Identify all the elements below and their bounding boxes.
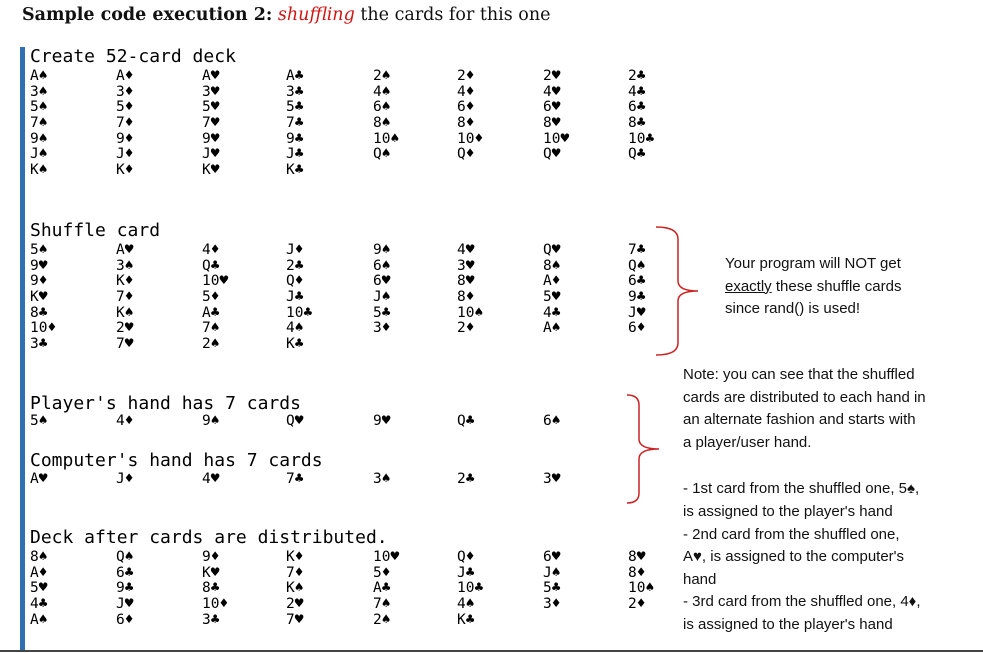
deck-column <box>373 550 399 628</box>
card-cell: 8♦ <box>457 115 475 132</box>
deck-column <box>116 243 133 353</box>
note-line: - 1st card from the shuffled one, 5♠, <box>683 480 920 498</box>
card-cell: 8♥ <box>457 273 475 290</box>
note-spacer <box>683 454 979 478</box>
card-cell: 7♦ <box>116 289 134 306</box>
note-line: a player/user hand. <box>683 433 812 451</box>
card-cell: 3♠ <box>30 83 48 100</box>
card-cell: K♣ <box>457 611 475 628</box>
deck-column <box>202 69 219 179</box>
card-cell: Q♠ <box>373 146 391 163</box>
card-cell: 6♠ <box>373 99 391 116</box>
deck-column <box>457 550 483 628</box>
hand-card: 9♥ <box>373 413 391 429</box>
card-cell: 10♦ <box>457 130 484 147</box>
deck-column <box>543 69 569 163</box>
card-cell: 3♣ <box>30 336 48 353</box>
card-cell: 6♠ <box>373 257 391 274</box>
card-cell: 10♣ <box>286 304 313 321</box>
hand-card: J♦ <box>116 471 134 487</box>
card-cell: 3♦ <box>543 596 561 613</box>
card-cell: 5♠ <box>30 242 48 258</box>
card-cell: 8♠ <box>543 257 561 274</box>
card-cell: 6♦ <box>457 99 475 116</box>
card-cell: 2♥ <box>543 68 561 84</box>
card-cell: 10♦ <box>30 320 57 337</box>
hands-brace-icon <box>625 393 661 505</box>
card-cell: 6♦ <box>116 611 134 628</box>
distribution-note <box>683 364 979 637</box>
card-cell: K♠ <box>116 304 134 321</box>
deck-column <box>373 69 399 163</box>
card-cell: 6♥ <box>543 99 561 116</box>
deck-column <box>457 69 483 163</box>
hand-card: 6♠ <box>543 413 561 429</box>
card-cell: 7♥ <box>202 115 220 132</box>
card-cell: A♦ <box>30 564 48 581</box>
deck-column <box>30 550 47 628</box>
note-line: Note: you can see that the shuffled <box>683 366 915 383</box>
card-cell: Q♣ <box>628 146 646 163</box>
deck-column <box>286 550 303 628</box>
card-cell: 10♠ <box>628 580 655 597</box>
shuffle-note-line: since rand() is used! <box>725 300 861 318</box>
card-cell: K♦ <box>286 549 304 565</box>
card-cell: 9♠ <box>373 242 391 258</box>
card-cell: A♣ <box>202 304 220 321</box>
card-cell: 10♣ <box>457 580 484 597</box>
card-cell: Q♦ <box>457 146 475 163</box>
page-heading <box>22 3 722 29</box>
deck-column <box>286 69 303 179</box>
card-cell: 5♦ <box>116 99 134 116</box>
card-cell: 3♦ <box>373 320 391 337</box>
card-cell: J♥ <box>116 596 134 613</box>
card-cell: 8♥ <box>543 115 561 132</box>
deck-column <box>116 69 133 179</box>
card-cell: 6♣ <box>628 273 646 290</box>
card-cell: 9♥ <box>30 257 48 274</box>
card-cell: 5♣ <box>373 304 391 321</box>
card-cell: 7♦ <box>286 564 304 581</box>
card-cell: 3♥ <box>457 257 475 274</box>
card-cell: 7♦ <box>116 115 134 132</box>
card-cell: 5♠ <box>30 99 48 116</box>
deck-column <box>373 243 390 337</box>
hand-card: Q♥ <box>286 413 304 429</box>
card-cell: 10♠ <box>457 304 484 321</box>
card-cell: 3♣ <box>286 83 304 100</box>
deck-column <box>202 550 228 628</box>
card-cell: 5♥ <box>202 99 220 116</box>
card-cell: Q♠ <box>628 257 646 274</box>
card-cell: 2♥ <box>286 596 304 613</box>
card-cell: Q♠ <box>116 549 134 565</box>
card-cell: K♠ <box>30 162 48 179</box>
card-cell: 2♣ <box>286 257 304 274</box>
card-cell: J♣ <box>286 146 304 163</box>
heading-label: Sample code execution 2: <box>22 5 273 25</box>
deck-column <box>116 550 133 628</box>
card-cell: 4♦ <box>457 83 475 100</box>
hand-card: 7♣ <box>286 471 304 487</box>
card-cell: 5♦ <box>373 564 391 581</box>
computer-hand-title: Computer's hand has 7 cards <box>30 450 323 471</box>
card-cell: 2♥ <box>116 320 134 337</box>
hand-card: 3♥ <box>543 471 561 487</box>
card-cell: 3♣ <box>202 611 220 628</box>
hand-card: 2♣ <box>457 471 475 487</box>
card-cell: 8♦ <box>628 564 646 581</box>
card-cell: 10♥ <box>543 130 570 147</box>
heading-emphasis: shuffling <box>277 5 355 25</box>
card-cell: 9♣ <box>116 580 134 597</box>
card-cell: Q♣ <box>202 257 220 274</box>
card-cell: 7♠ <box>30 115 48 132</box>
deck-column <box>202 243 228 353</box>
card-cell: 2♦ <box>628 596 646 613</box>
card-cell: J♠ <box>30 146 48 163</box>
player-hand-title: Player's hand has 7 cards <box>30 393 301 414</box>
card-cell: 4♥ <box>457 242 475 258</box>
card-cell: 7♣ <box>286 115 304 132</box>
card-cell: 10♥ <box>373 549 400 565</box>
hand-card: 4♥ <box>202 471 220 487</box>
note-line: is assigned to the player's hand <box>683 502 893 520</box>
card-cell: J♥ <box>628 304 646 321</box>
card-cell: 8♣ <box>30 304 48 321</box>
card-cell: 7♣ <box>628 242 646 258</box>
card-cell: 7♠ <box>373 596 391 613</box>
shuffle-note-underlined: exactly <box>725 277 772 295</box>
card-cell: 6♥ <box>543 549 561 565</box>
card-cell: J♦ <box>286 242 304 258</box>
hand-card: 3♠ <box>373 471 391 487</box>
card-cell: 4♣ <box>543 304 561 321</box>
console-output <box>20 47 685 651</box>
card-cell: K♣ <box>286 336 304 353</box>
card-cell: Q♥ <box>543 146 561 163</box>
card-cell: A♣ <box>373 580 391 597</box>
card-cell: 9♠ <box>30 130 48 147</box>
card-cell: 10♠ <box>373 130 400 147</box>
card-cell: Q♦ <box>286 273 304 290</box>
card-cell: 2♠ <box>373 611 391 628</box>
card-cell: K♦ <box>116 162 134 179</box>
card-cell: J♠ <box>543 564 561 581</box>
card-cell: 2♦ <box>457 320 475 337</box>
card-cell: 6♥ <box>373 273 391 290</box>
heading-rest: the cards for this one <box>360 5 551 25</box>
card-cell: 9♦ <box>30 273 48 290</box>
note-line: A♥, is assigned to the computer's <box>683 548 905 566</box>
card-cell: 9♣ <box>628 289 646 306</box>
card-cell: Q♦ <box>457 549 475 565</box>
card-cell: 10♥ <box>202 273 229 290</box>
deck-column <box>628 550 654 613</box>
card-cell: 5♦ <box>202 289 220 306</box>
card-cell: 9♦ <box>116 130 134 147</box>
card-cell: J♠ <box>373 289 391 306</box>
hand-card: Q♣ <box>457 413 475 429</box>
card-cell: K♣ <box>286 162 304 179</box>
card-cell: 6♣ <box>628 99 646 116</box>
card-cell: A♣ <box>286 68 304 84</box>
card-cell: 9♦ <box>202 549 220 565</box>
deck-column <box>30 69 47 179</box>
card-cell: 8♣ <box>628 115 646 132</box>
card-cell: 8♣ <box>202 580 220 597</box>
deck-column <box>543 243 560 337</box>
card-cell: 2♦ <box>457 68 475 84</box>
card-cell: A♠ <box>543 320 561 337</box>
card-cell: 8♥ <box>628 549 646 565</box>
card-cell: 6♦ <box>628 320 646 337</box>
create-deck-title: Create 52-card deck <box>30 46 236 67</box>
card-cell: A♥ <box>116 242 134 258</box>
deck-column <box>543 550 560 613</box>
note-line: is assigned to the player's hand <box>683 615 893 633</box>
card-cell: 7♠ <box>202 320 220 337</box>
note-line: hand <box>683 570 717 588</box>
card-cell: K♥ <box>202 162 220 179</box>
card-cell: J♣ <box>286 289 304 306</box>
note-line: - 2nd card from the shuffled one, <box>683 525 900 543</box>
shuffle-note-line <box>725 276 902 299</box>
card-cell: 9♥ <box>202 130 220 147</box>
card-cell: 4♠ <box>457 596 475 613</box>
card-cell: 5♣ <box>543 580 561 597</box>
card-cell: J♥ <box>202 146 220 163</box>
deck-column <box>628 69 654 163</box>
card-cell: 10♣ <box>628 130 655 147</box>
deck-column <box>286 243 312 353</box>
card-cell: A♦ <box>116 68 134 84</box>
card-cell: K♦ <box>116 273 134 290</box>
card-cell: 4♥ <box>543 83 561 100</box>
card-cell: K♥ <box>202 564 220 581</box>
card-cell: 7♥ <box>286 611 304 628</box>
shuffle-brace-icon <box>654 225 700 357</box>
bottom-divider <box>0 650 983 652</box>
hand-card: 4♦ <box>116 413 134 429</box>
card-cell: A♦ <box>543 273 561 290</box>
card-cell: A♥ <box>202 68 220 84</box>
hand-card: 9♠ <box>202 413 220 429</box>
card-cell: Q♥ <box>543 242 561 258</box>
card-cell: J♦ <box>116 146 134 163</box>
card-cell: 2♣ <box>628 68 646 84</box>
card-cell: A♠ <box>30 611 48 628</box>
card-cell: 5♥ <box>30 580 48 597</box>
card-cell: 10♦ <box>202 596 229 613</box>
shuffle-title: Shuffle card <box>30 220 161 241</box>
hand-card: 5♠ <box>30 413 48 429</box>
shuffle-note-rest: these shuffle cards <box>771 277 902 295</box>
note-line: an alternate fashion and starts with <box>683 411 916 429</box>
note-line: - 3rd card from the shuffled one, 4♦, <box>683 593 921 611</box>
card-cell: 4♦ <box>202 242 220 258</box>
card-cell: 3♥ <box>202 83 220 100</box>
shuffle-note <box>725 253 902 321</box>
card-cell: 2♠ <box>202 336 220 353</box>
remaining-deck-title: Deck after cards are distributed. <box>30 527 388 548</box>
deck-column <box>457 243 483 337</box>
card-cell: A♠ <box>30 68 48 84</box>
card-cell: 2♠ <box>373 68 391 84</box>
card-cell: 3♦ <box>116 83 134 100</box>
shuffle-note-line: Your program will NOT get <box>725 255 901 272</box>
deck-column <box>30 243 56 353</box>
card-cell: 4♠ <box>373 83 391 100</box>
card-cell: 8♠ <box>373 115 391 132</box>
deck-column <box>628 243 645 337</box>
card-cell: 5♥ <box>543 289 561 306</box>
hand-card: A♥ <box>30 471 48 487</box>
card-cell: 4♠ <box>286 320 304 337</box>
card-cell: 5♣ <box>286 99 304 116</box>
card-cell: 9♣ <box>286 130 304 147</box>
card-cell: 8♠ <box>30 549 48 565</box>
note-line: cards are distributed to each hand in <box>683 388 926 406</box>
card-cell: 6♣ <box>116 564 134 581</box>
card-cell: 3♠ <box>116 257 134 274</box>
card-cell: K♥ <box>30 289 48 306</box>
card-cell: 4♣ <box>30 596 48 613</box>
card-cell: 4♣ <box>628 83 646 100</box>
card-cell: 7♥ <box>116 336 134 353</box>
card-cell: K♠ <box>286 580 304 597</box>
card-cell: J♣ <box>457 564 475 581</box>
card-cell: 8♦ <box>457 289 475 306</box>
